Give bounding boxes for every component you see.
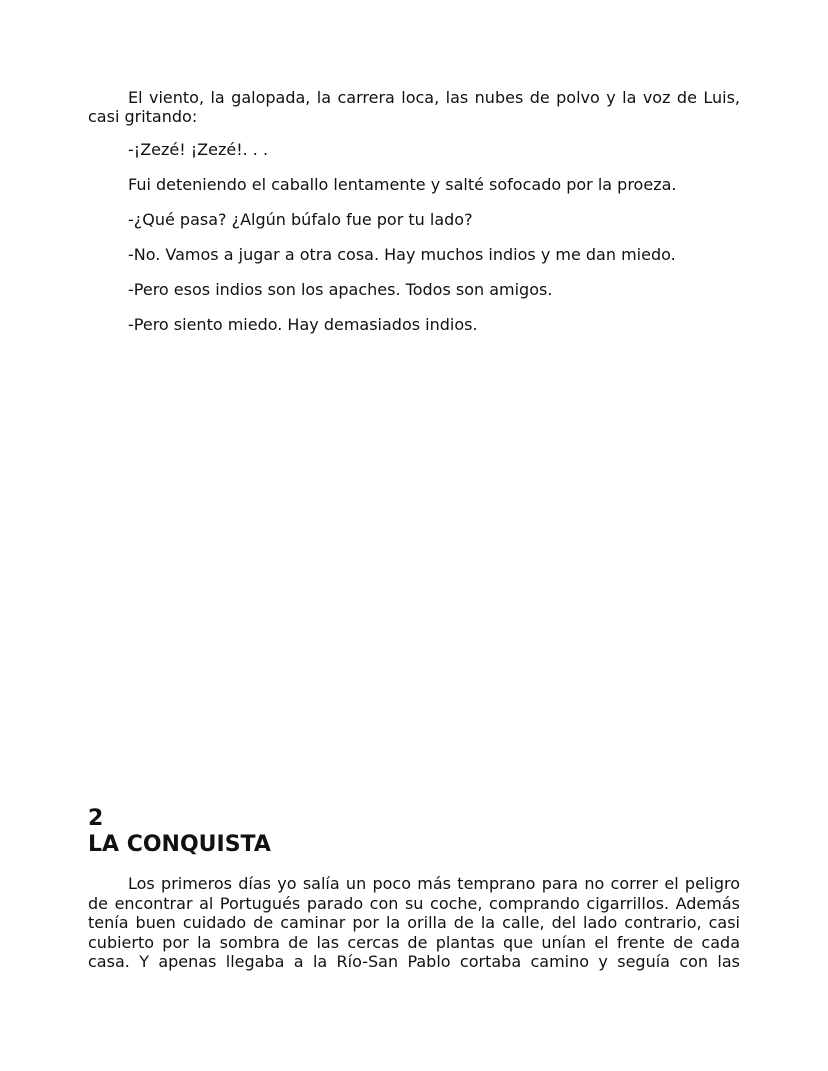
dialog-line: -¡Zezé! ¡Zezé!. . . [128,140,269,159]
chapter-paragraph: Los primeros días yo salía un poco más temprano para no correr el peligro de encontrar al Portugués parado con su coche, comprando cigarrillos. Además tenía buen cuidado de caminar por la orilla de la calle, del lado contrario, casi cubierto por la sombra de las cercas de plantas que unían el frente de cada casa. Y apenas llegaba a la Río-San Pablo cortaba camino y seguía con las [88,874,740,971]
dialog-line: Fui deteniendo el caballo lentamente y salté sofocado por la proeza. [128,175,677,194]
intro-paragraph: El viento, la galopada, la carrera loca, las nubes de polvo y la voz de Luis, casi gritando: [88,88,740,126]
dialog-line: -¿Qué pasa? ¿Algún búfalo fue por tu lado? [128,210,473,229]
chapter-section [88,806,740,972]
chapter-number: 2 [88,806,104,831]
dialog-line: -Pero siento miedo. Hay demasiados indios. [128,315,478,334]
story-section [88,88,740,350]
dialog-line: -Pero esos indios son los apaches. Todos son amigos. [128,280,553,299]
dialog-line: -No. Vamos a jugar a otra cosa. Hay muchos indios y me dan miedo. [128,245,676,264]
chapter-title: LA CONQUISTA [88,832,271,857]
